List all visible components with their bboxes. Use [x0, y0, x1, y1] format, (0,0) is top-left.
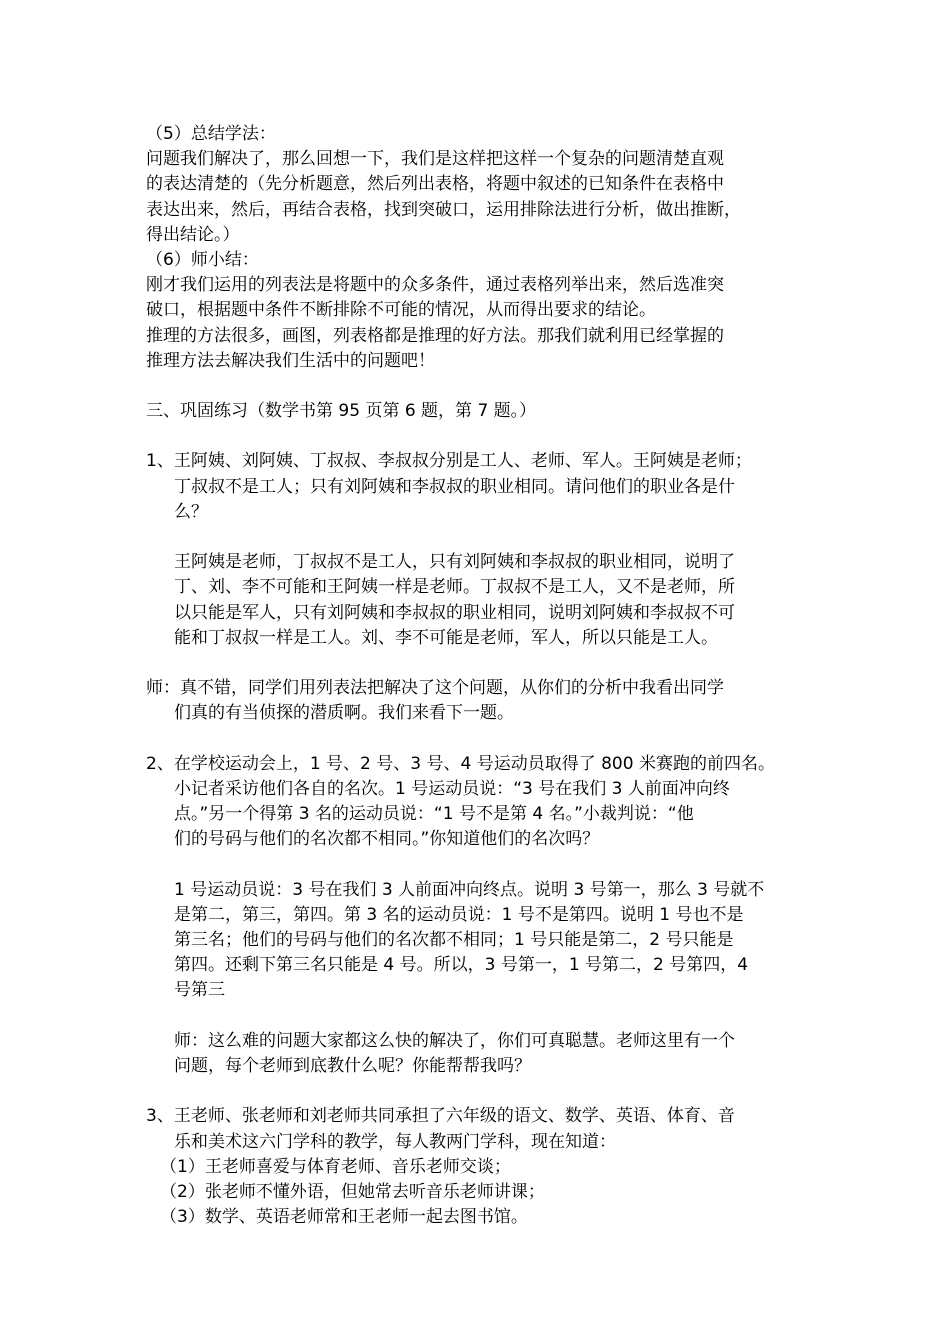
problem-1-answer-line: 王阿姨是老师，丁叔叔不是工人，只有刘阿姨和李叔叔的职业相同，说明了: [174, 552, 735, 573]
spacer: [146, 727, 826, 752]
problem-1-answer-line: 以只能是军人，只有刘阿姨和李叔叔的职业相同，说明刘阿姨和李叔叔不可: [174, 602, 735, 623]
problem-3-line: 乐和美术这六门学科的教学，每人教两门学科，现在知道：: [174, 1131, 616, 1152]
teacher-comment-2-line: 师：这么难的问题大家都这么快的解决了，你们可真聪慧。老师这里有一个: [174, 1030, 735, 1051]
teacher-summary-line: 推理方法去解决我们生活中的问题吧！: [146, 350, 435, 371]
teacher-summary-line: 刚才我们运用的列表法是将题中的众多条件，通过表格列举出来，然后选准突: [146, 275, 724, 296]
problem-2-line: 们的号码与他们的名次都不相同。”你知道他们的名次吗？: [174, 829, 600, 850]
problem-2-answer-line: 第四。还剩下第三名只能是 4 号。所以，3 号第一，1 号第二，2 号第四，4: [174, 955, 749, 976]
problem-2-answer-line: 1 号运动员说：3 号在我们 3 人前面冲向终点。说明 3 号第一，那么 3 号就不: [174, 879, 765, 900]
problem-3-condition: （1）王老师喜爱与体育老师、音乐老师交谈；: [160, 1156, 511, 1177]
problem-2-answer-line: 号第三: [174, 980, 225, 1001]
teacher-comment-1-line: 们真的有当侦探的潜质啊。我们来看下一题。: [174, 703, 514, 724]
problem-2-line: 2、在学校运动会上，1 号、2 号、3 号、4 号运动员取得了 800 米赛跑的前四名。: [146, 753, 775, 774]
teacher-summary-line: 破口，根据题中条件不断排除不可能的情况，从而得出要求的结论。: [146, 300, 656, 321]
problem-3-condition: （2）张老师不懂外语，但她常去听音乐老师讲课；: [160, 1181, 545, 1202]
summary-method-heading: （5）总结学法：: [146, 124, 276, 144]
summary-method-line: 得出结论。）: [146, 224, 240, 245]
spacer: [146, 424, 826, 449]
summary-method-line: 问题我们解决了，那么回想一下，我们是这样把这样一个复杂的问题清楚直观: [146, 149, 724, 170]
teacher-comment-1-line: 师：真不错，同学们用列表法把解决了这个问题，从你们的分析中我看出同学: [146, 678, 724, 699]
spacer: [146, 651, 826, 676]
summary-method-line: 的表达清楚的（先分析题意，然后列出表格，将题中叙述的已知条件在表格中: [146, 174, 724, 195]
problem-2-line: 点。”另一个得第 3 名的运动员说：“1 号不是第 4 名。”小裁判说：“他: [174, 804, 694, 825]
document-page: [146, 122, 826, 1230]
spacer: [146, 1004, 826, 1029]
problem-2-answer-line: 第三名；他们的号码与他们的名次都不相同；1 号只能是第二，2 号只能是: [174, 930, 734, 950]
problem-1-line: 么？: [174, 501, 208, 522]
problem-3-line: 3、王老师、张老师和刘老师共同承担了六年级的语文、数学、英语、体育、音: [146, 1106, 735, 1127]
practice-heading: 三、巩固练习（数学书第 95 页第 6 题，第 7 题。）: [146, 401, 537, 422]
summary-method-line: 表达出来，然后，再结合表格，找到突破口，运用排除法进行分析，做出推断，: [146, 199, 741, 220]
problem-2-line: 小记者采访他们各自的名次。1 号运动员说：“3 号在我们 3 人前面冲向终: [174, 778, 730, 799]
teacher-summary-line: 推理的方法很多，画图，列表格都是推理的好方法。那我们就利用已经掌握的: [146, 325, 724, 346]
spacer: [146, 374, 826, 399]
problem-1-answer-line: 丁、刘、李不可能和王阿姨一样是老师。丁叔叔不是工人，又不是老师，所: [174, 577, 735, 598]
spacer: [146, 1079, 826, 1104]
problem-2-answer-line: 是第二，第三，第四。第 3 名的运动员说：1 号不是第四。说明 1 号也不是: [174, 904, 744, 925]
problem-1-answer-line: 能和丁叔叔一样是工人。刘、李不可能是老师，军人，所以只能是工人。: [174, 627, 718, 648]
teacher-summary-heading: （6）师小结：: [146, 249, 259, 270]
problem-3-condition: （3）数学、英语老师常和王老师一起去图书馆。: [160, 1207, 528, 1228]
problem-1-line: 1、王阿姨、刘阿姨、丁叔叔、李叔叔分别是工人、老师、军人。王阿姨是老师；: [146, 451, 752, 472]
spacer: [146, 852, 826, 877]
problem-1-line: 丁叔叔不是工人；只有刘阿姨和李叔叔的职业相同。请问他们的职业各是什: [174, 476, 735, 497]
teacher-comment-2-line: 问题，每个老师到底教什么呢？你能帮帮我吗？: [174, 1055, 531, 1076]
spacer: [146, 525, 826, 550]
